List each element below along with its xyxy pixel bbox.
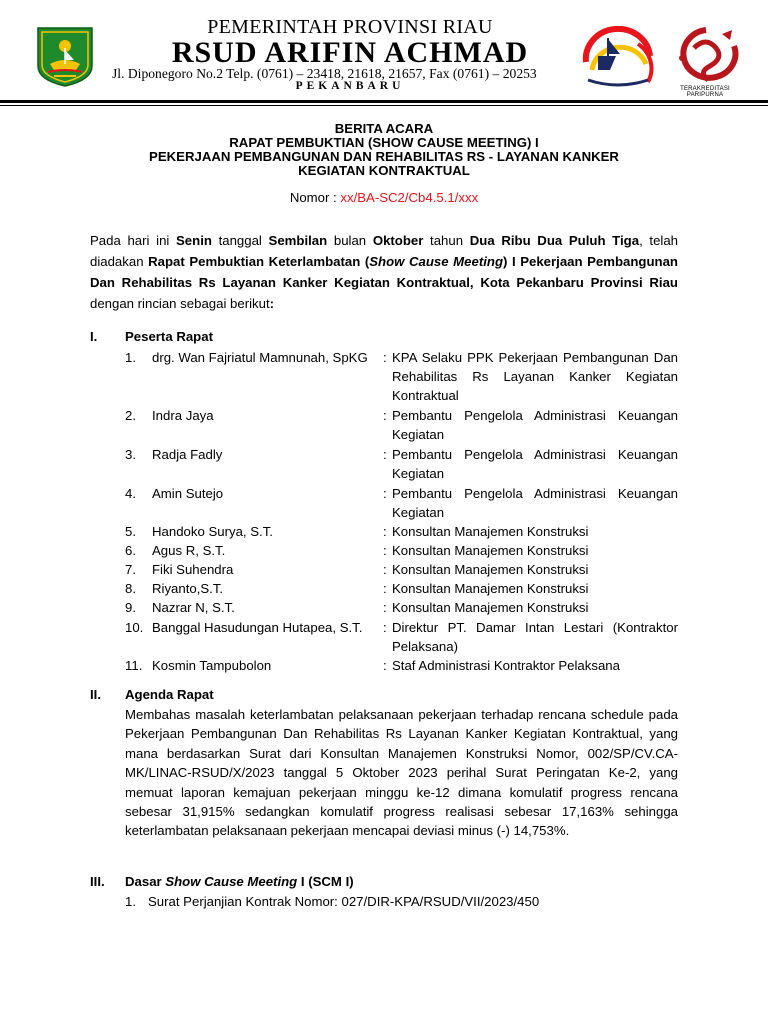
participant-role: Pembantu Pengelola Administrasi Keuangan Kegiatan: [392, 408, 678, 442]
section-3-number: III.: [90, 874, 105, 889]
hospital-city: PEKANBARU: [295, 80, 405, 92]
participant-role: Konsultan Manajemen Konstruksi: [392, 581, 589, 596]
participant-role: Konsultan Manajemen Konstruksi: [392, 562, 589, 577]
section-1-number: I.: [90, 329, 98, 344]
agenda-paragraph: Membahas masalah keterlambatan pelaksanaan pekerjaan terhadap rencana schedule pada Pekerjaan Pembangunan Dan Rehabilitas Rs Layanan Kanker Kegiatan Kontraktual, yang mana berdasarkan Surat dari Konsultan Manajemen Konstruksi Nomor, 002/SP/CV.CA-MK/LINAC-RSUD/X/2023 tanggal 5 Oktober 2023 perihal Surat Peringatan Ke-2, yang memuat laporan kemajuan pekerjaan minggu ke-12 dimana komulatif progress rencana sebesar 31,915% sedangkan komulatif progress realisasi sebesar 17,163% sehingga keterlambatan pelaksanaan pekerjaan mencapai deviasi minus (-) 14,753%.: [125, 707, 678, 839]
intro-paragraph: Pada hari ini Senin tanggal Sembilan bulan Oktober tahun Dua Ribu Dua Puluh Tiga, telah diadakan Rapat Pembuktian Keterlambatan (Show Cause Meeting) I Pekerjaan Pembangunan Dan Rehabilitas Rs Layanan Kanker Kegiatan Kontraktual, Kota Pekanbaru Provinsi Riau dengan rincian sebagai berikut:: [90, 233, 678, 311]
hospital-address: Jl. Diponegoro No.2 Telp. (0761) – 23418, 21618, 21657, Fax (0761) – 20253: [112, 66, 537, 81]
participant-role: Direktur PT. Damar Intan Lestari (Kontraktor Pelaksana): [392, 620, 678, 654]
participant-name: Nazrar N, S.T.: [152, 600, 235, 615]
document-number-value: xx/BA-SC2/Cb4.5.1/xxx: [340, 190, 479, 205]
hospital-name: RSUD ARIFIN ACHMAD: [171, 36, 529, 69]
document-number-label: Nomor :: [289, 190, 341, 205]
section-3-title: Dasar Show Cause Meeting I (SCM I): [125, 874, 354, 889]
intro-day: Senin: [176, 233, 212, 248]
doc-title-line-4: KEGIATAN KONTRAKTUAL: [298, 163, 470, 178]
accreditation-caption: TERAKREDITASI PARIPURNA: [680, 86, 730, 98]
riau-province-logo: [36, 26, 94, 88]
section-2-title: Agenda Rapat: [125, 687, 214, 702]
intro-date: Sembilan: [268, 233, 328, 248]
doc-title-line-2: RAPAT PEMBUKTIAN (SHOW CAUSE MEETING) I: [229, 135, 539, 150]
participant-role: Pembantu Pengelola Administrasi Keuangan Kegiatan: [392, 447, 678, 481]
doc-title-line-1: BERITA ACARA: [334, 121, 434, 136]
participant-name: drg. Wan Fajriatul Mamnunah, SpKG: [152, 350, 368, 365]
participant-role: Konsultan Manajemen Konstruksi: [392, 543, 589, 558]
letterhead-divider-thin: [0, 105, 768, 106]
participant-name: Fiki Suhendra: [152, 562, 234, 577]
section-2-number: II.: [90, 687, 101, 702]
doc-title-line-3: PEKERJAAN PEMBANGUNAN DAN REHABILITAS RS - LAYANAN KANKER: [149, 149, 619, 164]
hospital-logo: [578, 26, 658, 94]
participant-role: Staf Administrasi Kontraktor Pelaksana: [392, 658, 620, 673]
participant-name: Banggal Hasudungan Hutapea, S.T.: [152, 620, 363, 635]
participant-name: Agus R, S.T.: [152, 543, 226, 558]
participant-name: Riyanto,S.T.: [152, 581, 224, 596]
intro-meeting-name: Rapat Pembuktian Keterlambatan (Show Cause Meeting) I Pekerjaan Pembangunan Dan Rehabilitas Rs Layanan Kanker Kegiatan Kontraktual, Kota Pekanbaru Provinsi Riau: [90, 254, 678, 290]
accreditation-logo: [668, 26, 744, 84]
participant-role: Konsultan Manajemen Konstruksi: [392, 600, 589, 615]
participant-role: Pembantu Pengelola Administrasi Keuangan Kegiatan: [392, 486, 678, 520]
participant-name: Handoko Surya, S.T.: [152, 524, 273, 539]
participant-name: Kosmin Tampubolon: [152, 658, 272, 673]
government-name: PEMERINTAH PROVINSI RIAU: [207, 16, 493, 38]
section-1-title: Peserta Rapat: [125, 329, 213, 344]
participant-name: Indra Jaya: [152, 408, 214, 423]
basis-item-text: Surat Perjanjian Kontrak Nomor: 027/DIR-KPA/RSUD/VII/2023/450: [148, 894, 540, 909]
participant-name: Amin Sutejo: [152, 486, 224, 501]
participant-role: KPA Selaku PPK Pekerjaan Pembangunan Dan Rehabilitas Rs Layanan Kanker Kegiatan Kontraktual: [392, 350, 678, 403]
intro-year: Dua Ribu Dua Puluh Tiga: [469, 233, 640, 248]
letterhead-divider: [0, 100, 768, 103]
intro-month: Oktober: [372, 233, 424, 248]
participant-role: Konsultan Manajemen Konstruksi: [392, 524, 589, 539]
document-number: [0, 190, 768, 205]
participant-name: Radja Fadly: [152, 447, 223, 462]
